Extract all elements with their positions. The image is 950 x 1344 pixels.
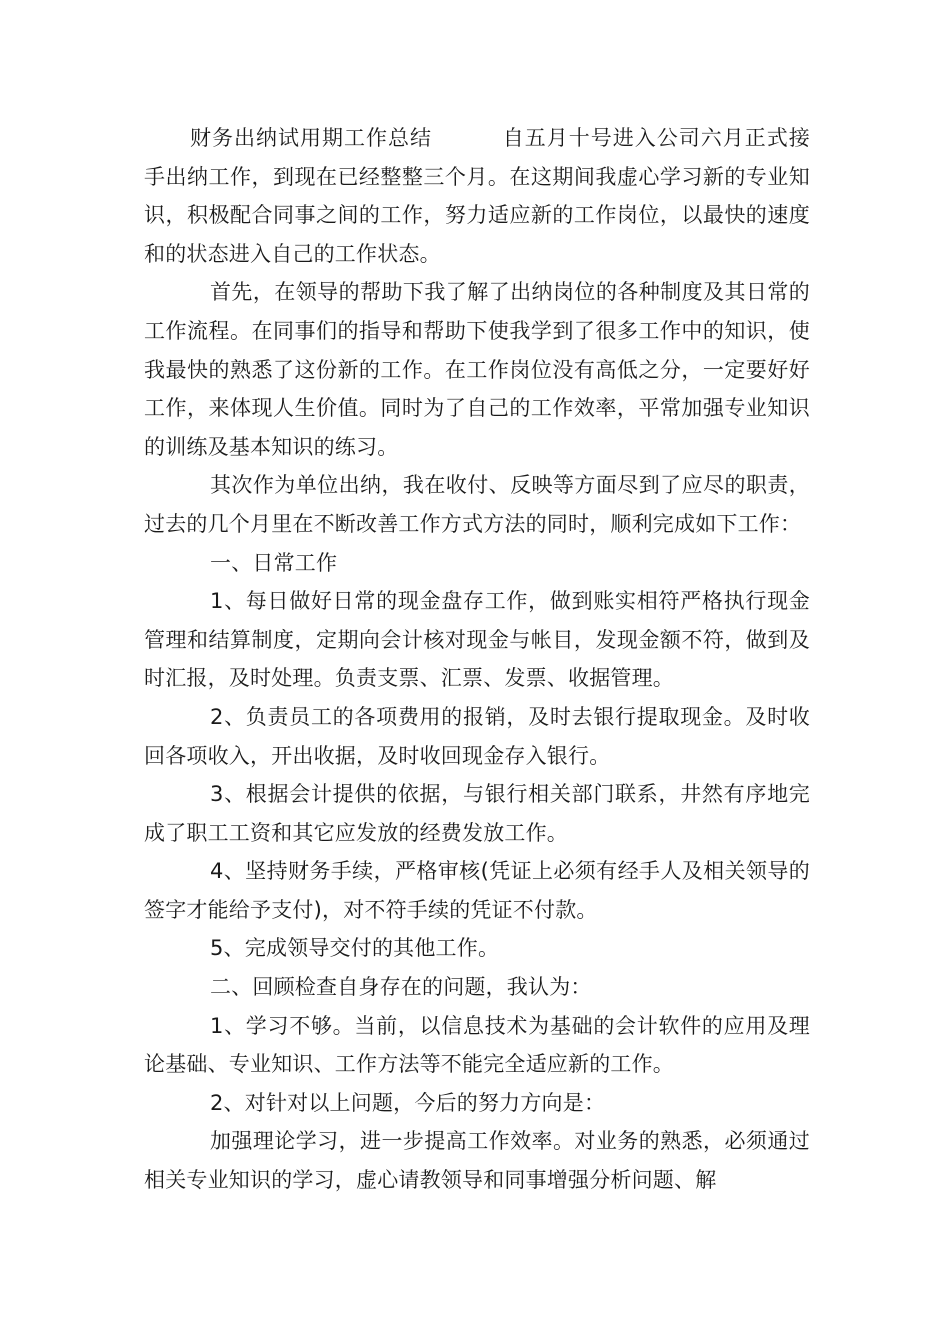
paragraph-2: 其次作为单位出纳，我在收付、反映等方面尽到了应尽的职责，过去的几个月里在不断改善工作方式方法的同时，顺利完成如下工作： xyxy=(144,473,810,536)
paragraph-5: 2、负责员工的各项费用的报销，及时去银行提取现金。及时收回各项收入，开出收据，及时收回现金存入银行。 xyxy=(144,704,810,768)
paragraph-8: 5、完成领导交付的其他工作。 xyxy=(210,936,500,961)
paragraph-1: 首先，在领导的帮助下我了解了出纳岗位的各种制度及其日常的工作流程。在同事们的指导和帮助下使我学到了很多工作中的知识，使我最快的熟悉了这份新的工作。在工作岗位没有高低之分，一定要好好工作，来体现人生价值。同时为了自己的工作效率，平常加强专业知识的训练及基本知识的练习。 xyxy=(144,280,810,459)
opening-paragraph xyxy=(144,119,810,273)
paragraph-10: 1、学习不够。当前，以信息技术为基础的会计软件的应用及理论基础、专业知识、工作方法等不能完全适应新的工作。 xyxy=(144,1013,810,1077)
paragraph-6: 3、根据会计提供的依据，与银行相关部门联系，井然有序地完成了职工工资和其它应发放的经费发放工作。 xyxy=(144,782,810,845)
section-heading-daily-work: 一、日常工作 xyxy=(210,550,338,575)
paragraph-12: 加强理论学习，进一步提高工作效率。对业务的熟悉，必须通过相关专业知识的学习，虚心请教领导和同事增强分析问题、解 xyxy=(144,1129,810,1193)
document-page xyxy=(144,119,810,1200)
document-title: 财务出纳试用期工作总结 xyxy=(190,126,432,150)
paragraph-7: 4、坚持财务手续，严格审核(凭证上必须有经手人及相关领导的签字才能给予支付)，对不符手续的凭证不付款。 xyxy=(144,859,810,922)
paragraph-4: 1、每日做好日常的现金盘存工作，做到账实相符严格执行现金管理和结算制度，定期向会计核对现金与帐目，发现金额不符，做到及时汇报，及时处理。负责支票、汇票、发票、收据管理。 xyxy=(144,589,810,691)
paragraph-11: 2、对针对以上问题，今后的努力方向是： xyxy=(210,1090,606,1115)
paragraph-0: 自五月十号进入公司六月正式接手出纳工作，到现在已经整整三个月。在这期间我虚心学习新的专业知识，积极配合同事之间的工作，努力适应新的工作岗位，以最快的速度和的状态进入自己的工作状态。 xyxy=(144,126,810,266)
section-heading-review: 二、回顾检查自身存在的问题，我认为： xyxy=(210,975,592,1000)
